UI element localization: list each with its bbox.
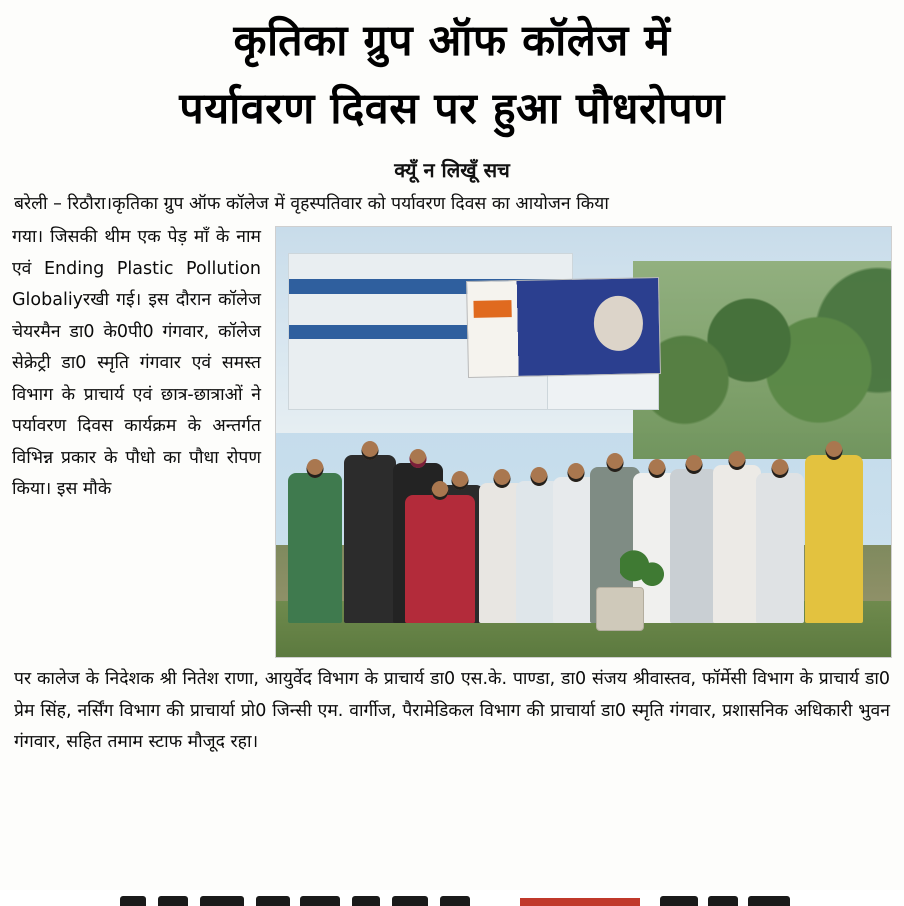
cut-off-text-blob (158, 896, 188, 906)
headline-line-1: कृतिका ग्रुप ऑफ कॉलेज में (233, 16, 671, 66)
next-article-partial (0, 890, 904, 906)
cut-off-text-blob (352, 896, 380, 906)
person (670, 469, 718, 623)
cut-off-text-blob (392, 896, 428, 906)
person-head (361, 441, 378, 460)
person-head (648, 459, 665, 478)
cut-off-text-blob (200, 896, 244, 906)
event-banner (466, 277, 661, 378)
cut-off-text-blob (748, 896, 790, 906)
person-head (409, 449, 426, 468)
person (288, 473, 342, 623)
person-head (432, 481, 449, 500)
people-group (276, 373, 891, 622)
person-head (728, 451, 745, 470)
person-head (685, 455, 702, 474)
person-head (825, 441, 842, 460)
body-tail-paragraph: पर कालेज के निदेशक श्री नितेश राणा, आयुर्वेद विभाग के प्राचार्य डा0 एस.के. पाण्डा, डा0 संजय श्रीवास्तव, फॉर्मेसी विभाग के प्राचार्य डा0 प्रेम सिंह, नर्सिंग विभाग की प्राचार्या प्रो0 जिन्सी एम. वार्गीज, पैरामेडिकल विभाग की प्राचार्या डा0 स्मृति गंगवार, प्रशासनिक अधिकारी भुवन गंगवार, सहित तमाम स्टाफ मौजूद रहा। (14, 669, 890, 752)
person-head (307, 459, 324, 478)
byline-subhead: क्यूँ न लिखूँ सच (394, 158, 510, 182)
cut-off-text-blob (440, 896, 470, 906)
photo-and-column (12, 222, 892, 506)
sapling-icon (620, 549, 666, 605)
lead-paragraph: बरेली – रिठौरा।कृतिका ग्रुप ऑफ कॉलेज में वृहस्पतिवार को पर्यावरण दिवस का आयोजन किया (14, 194, 609, 214)
person-head (771, 459, 788, 478)
article-photo (275, 226, 892, 658)
person-head (451, 471, 468, 490)
person (805, 455, 863, 623)
cut-off-text-blob (660, 896, 698, 906)
page-title (12, 10, 892, 140)
headline-line-2: पर्यावरण दिवस पर हुआ पौधरोपण (179, 84, 725, 134)
person-head (530, 467, 547, 486)
cut-off-text-blob (120, 896, 146, 906)
red-accent-bar (520, 898, 640, 906)
person (405, 495, 475, 623)
banner-portrait-circle (593, 295, 644, 351)
person (756, 473, 804, 623)
cut-off-text-blob (256, 896, 290, 906)
banner-orange-strip (473, 300, 511, 318)
person-head (493, 469, 510, 488)
person (344, 455, 396, 623)
person-head (606, 453, 623, 472)
person (713, 465, 761, 623)
cut-off-text-blob (708, 896, 738, 906)
person-head (567, 463, 584, 482)
body-column-left: गया। जिसकी थीम एक पेड़ माँ के नाम एवं Ending Plastic Pollution Globaliyरखी गई। इस दौरान कॉलेज चेयरमैन डा0 के0पी0 गंगवार, कॉलेज सेक्रेट्री डा0 स्मृति गंगवार एवं समस्त विभाग के प्राचार्य एवं छात्र-छात्राओं ने पर्यावरण दिवस कार्यक्रम के अन्तर्गत विभिन्न प्रकार के पौधो का पौधा रोपण किया। इस मौके (12, 227, 261, 499)
cut-off-text-blob (300, 896, 340, 906)
